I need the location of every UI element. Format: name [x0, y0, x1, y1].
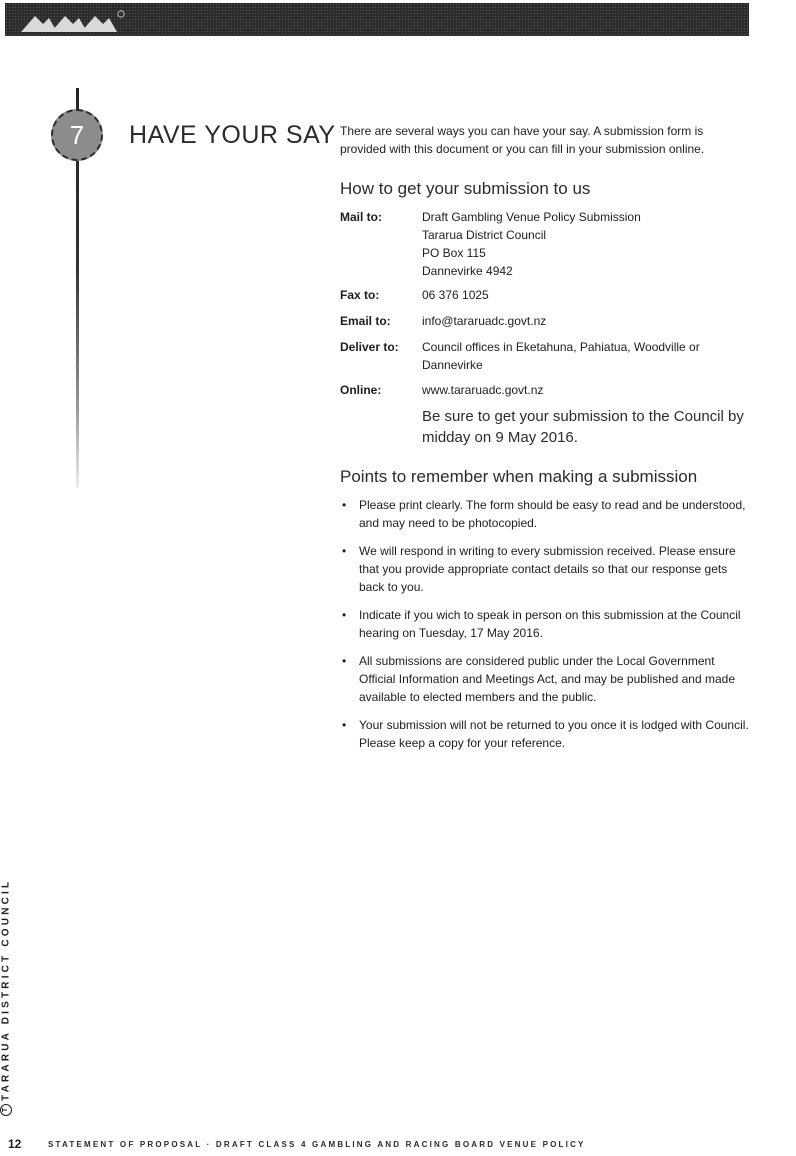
- fax-label: Fax to:: [340, 288, 380, 302]
- email-address[interactable]: info@tararuadc.govt.nz: [422, 314, 547, 328]
- mail-line: Tararua District Council: [422, 228, 547, 242]
- list-item: • We will respond in writing to every submission received. Please ensure that you provide appropriate contact details so that our response gets back to you.: [340, 542, 750, 596]
- header-bar: [5, 3, 749, 36]
- list-item: • Please print clearly. The form should be easy to read and be understood, and may need to be photocopied.: [340, 496, 750, 532]
- points-heading: Points to remember when making a submission: [340, 467, 698, 486]
- mountains-logo-icon: [17, 6, 127, 34]
- deadline-note: Be sure to get your submission to the Council by midday on 9 May 2016.: [422, 408, 744, 446]
- points-list: [340, 496, 750, 762]
- list-item: • Indicate if you wich to speak in person on this submission at the Council hearing on Tuesday, 17 May 2016.: [340, 606, 750, 642]
- mail-label: Mail to:: [340, 210, 382, 224]
- how-to-heading: How to get your submission to us: [340, 179, 591, 198]
- mail-line: Dannevirke 4942: [422, 264, 513, 278]
- email-label: Email to:: [340, 314, 391, 328]
- online-label: Online:: [340, 383, 382, 397]
- intro-paragraph: There are several ways you can have your say. A submission form is provided with this document or you can fill in your submission online.: [340, 124, 705, 156]
- footer-title: STATEMENT OF PROPOSAL · DRAFT CLASS 4 GAMBLING AND RACING BOARD VENUE POLICY: [48, 1140, 586, 1149]
- side-council-name: [0, 878, 20, 1116]
- section-number: 7: [69, 120, 85, 150]
- list-item: • All submissions are considered public under the Local Government Official Information and Meetings Act, and may be published and made available to elected members and the public.: [340, 652, 750, 706]
- list-item: • Your submission will not be returned to you once it is lodged with Council. Please keep a copy for your reference.: [340, 716, 750, 752]
- section-title: HAVE YOUR SAY: [129, 121, 336, 149]
- mail-line: PO Box 115: [422, 246, 486, 260]
- mail-address: [422, 208, 752, 280]
- page-number: 12: [8, 1137, 22, 1151]
- section-number-badge: [51, 109, 103, 161]
- online-url[interactable]: www.tararuadc.govt.nz: [422, 383, 544, 397]
- fax-number: 06 376 1025: [422, 288, 489, 302]
- council-mark-icon: T: [0, 1104, 12, 1116]
- deliver-locations: Council offices in Eketahuna, Pahiatua, Woodville or Dannevirke: [422, 340, 700, 372]
- side-text: TARARUA DISTRICT COUNCIL: [0, 878, 12, 1101]
- main-content: [340, 122, 750, 750]
- deliver-label: Deliver to:: [340, 340, 399, 354]
- mail-line: Draft Gambling Venue Policy Submission: [422, 210, 641, 224]
